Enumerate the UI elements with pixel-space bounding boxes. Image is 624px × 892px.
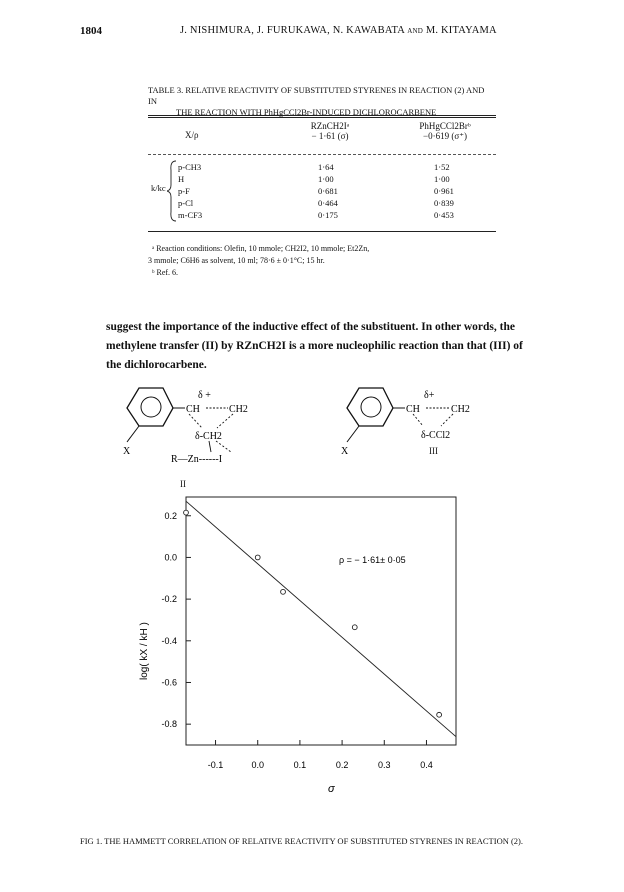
table-footnote-a-line1: ᵃ Reaction conditions: Olefin, 10 mmole; CH2I2, 10 mmole; Et2Zn, — [152, 244, 370, 253]
data-point — [437, 712, 442, 717]
table-cell-v2: 0·961 — [434, 186, 454, 196]
x-axis-label: σ — [328, 783, 335, 795]
y-tick-label: -0.8 — [161, 719, 177, 730]
y-tick-label: 0.2 — [164, 510, 177, 521]
table-header-col1-line2: − 1·61 (σ) — [311, 131, 349, 141]
table-row-sub-pf: p-F — [178, 186, 190, 196]
table-row-sub-mcf3: m-CF3 — [178, 210, 203, 220]
table-row-label: k/kc — [151, 183, 166, 193]
r-zn-i-ii: R—Zn------I — [171, 454, 223, 465]
x-tick-label: 0.2 — [335, 760, 349, 770]
chart-ticks — [161, 511, 432, 770]
table-footnote-b: ᵇ Ref. 6. — [152, 268, 179, 277]
data-point — [352, 625, 357, 630]
delta-plus-iii: δ+ — [424, 390, 435, 401]
x-tick-label: -0.1 — [207, 760, 224, 770]
ch-label-ii: CH — [186, 404, 200, 415]
y-axis-label: log( kX / kH ) — [139, 622, 150, 680]
data-point — [184, 510, 189, 515]
table-cell-v1: 1·64 — [318, 162, 334, 172]
table-header-col1-line1: RZnCH2Iᵃ — [310, 121, 350, 131]
table-caption-line1: TABLE 3. RELATIVE REACTIVITY OF SUBSTITUTED STYRENES IN REACTION (2) AND IN — [148, 85, 485, 106]
table-cell-v2: 0·839 — [434, 198, 454, 208]
page-number: 1804 — [80, 25, 102, 37]
ch-label-iii: CH — [406, 404, 420, 415]
x-tick-label: 0.1 — [293, 760, 307, 770]
structure-label-ii: II — [180, 479, 186, 489]
table-footnote-a-line2: 3 mmole; C6H6 as solvent, 10 ml; 78·6 ± 0·1°C; 15 hr. — [148, 256, 325, 265]
table-cell-v2: 1·00 — [434, 174, 450, 184]
rho-annotation: ρ = − 1·61± 0·05 — [339, 555, 406, 565]
table-row-sub-h: H — [178, 174, 185, 184]
y-tick-label: -0.2 — [161, 594, 177, 605]
figure-caption: FIG 1. THE HAMMETT CORRELATION OF RELATIVE REACTIVITY OF SUBSTITUTED STYRENES IN REACTION (2). — [80, 836, 524, 846]
x-tick-label: 0.3 — [378, 760, 391, 770]
table-cell-v2: 1·52 — [434, 162, 450, 172]
chart-points — [184, 510, 442, 717]
table-cell-v1: 0·175 — [318, 210, 338, 220]
table-header-col2-line2: −0·619 (σ⁺) — [423, 131, 467, 141]
ch2-label-ii: CH2 — [229, 404, 248, 415]
table-caption-line2: THE REACTION WITH PhHgCCl2Br-INDUCED DICHLOROCARBENE — [176, 107, 437, 117]
table-header-x-rho: X/ρ — [185, 130, 199, 140]
fit-line — [186, 501, 456, 736]
table-header-col2-line1: PhHgCCl2Brᵇ — [419, 121, 471, 131]
body-paragraph: suggest the importance of the inductive effect of the substituent. In other words, the methylene transfer (II) by RZnCH2I is a more nucleophilic reaction than that (III) of the dichlorocarbene. — [106, 321, 523, 371]
table-cell-v1: 0·681 — [318, 186, 338, 196]
ch2-label-iii: CH2 — [451, 404, 470, 415]
data-point — [255, 555, 260, 560]
plot-frame — [186, 497, 456, 745]
table-cell-v1: 1·00 — [318, 174, 334, 184]
table-row-sub-pcl: p-Cl — [178, 198, 194, 208]
x-tick-label: 0.4 — [420, 760, 433, 770]
delta-minus-ch2-ii: δ-CH2 — [195, 431, 222, 442]
chart-fit-line-group — [186, 501, 456, 736]
x-label-ii: X — [123, 446, 131, 457]
delta-plus-ii: δ + — [198, 390, 211, 401]
y-tick-label: -0.4 — [161, 635, 177, 646]
y-tick-label: 0.0 — [164, 552, 177, 563]
x-label-iii: X — [341, 446, 349, 457]
data-point — [281, 589, 286, 594]
table-cell-v2: 0·453 — [434, 210, 454, 220]
table-cell-v1: 0·464 — [318, 198, 338, 208]
y-tick-label: -0.6 — [161, 677, 177, 688]
running-head: J. NISHIMURA, J. FURUKAWA, N. KAWABATA and M. KITAYAMA — [180, 25, 497, 36]
structure-label-iii: III — [429, 446, 438, 456]
table-row-sub-pch3: p-CH3 — [178, 162, 202, 172]
delta-minus-ccl2-iii: δ-CCl2 — [421, 430, 451, 441]
x-tick-label: 0.0 — [251, 760, 264, 770]
